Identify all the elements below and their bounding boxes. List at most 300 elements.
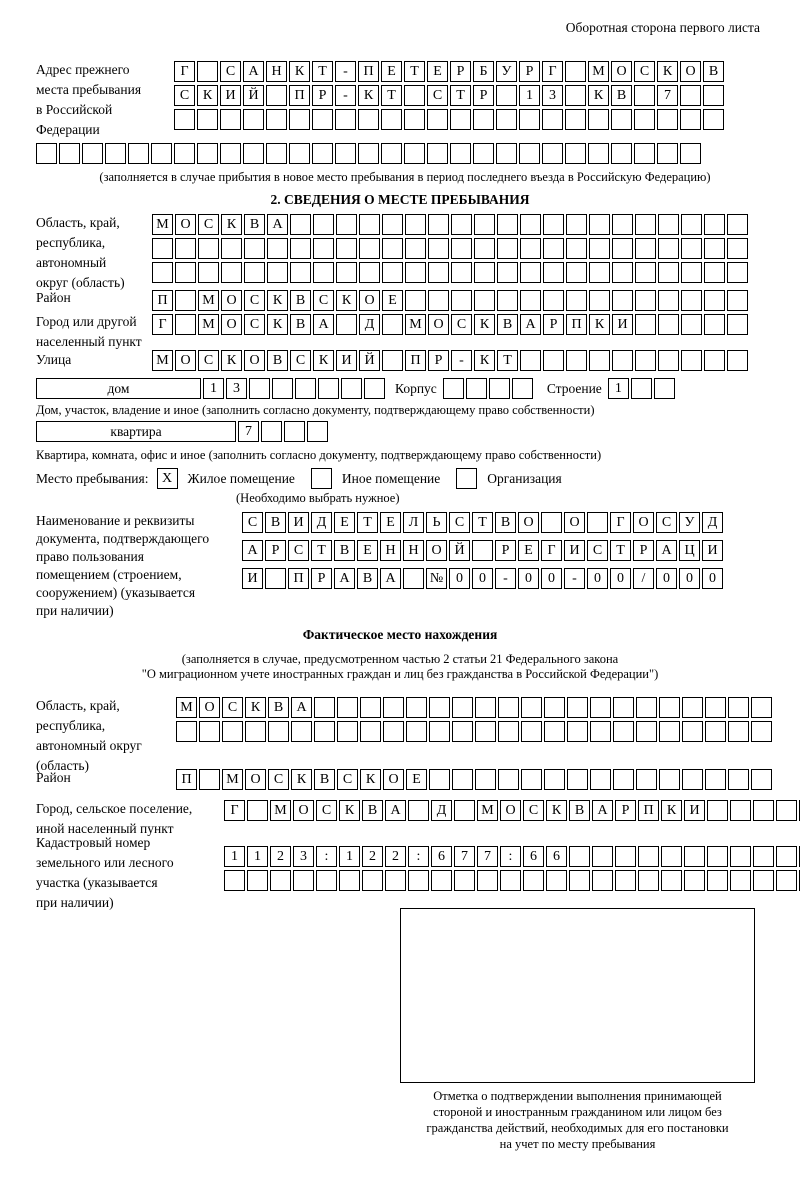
prev-address-cell[interactable] [197,109,218,130]
prev-address-cell[interactable]: П [289,85,310,106]
doc-cell[interactable]: А [334,568,355,589]
cadastral-cell[interactable] [753,870,774,891]
actual-region-cell[interactable] [613,721,634,742]
region-cell[interactable] [566,262,587,283]
actual-region-cell[interactable] [383,721,404,742]
region-cell[interactable] [520,214,541,235]
region-cell[interactable] [221,238,242,259]
prev-address-cell[interactable] [611,109,632,130]
actual-region-cell[interactable] [452,721,473,742]
doc-cell[interactable]: Д [311,512,332,533]
actual-region-cell[interactable] [452,697,473,718]
actual-district-cell[interactable] [682,769,703,790]
prev-address-cell[interactable]: В [703,61,724,82]
actual-region-cell[interactable] [199,721,220,742]
district-cell[interactable] [612,290,633,311]
doc-cell[interactable]: Н [380,540,401,561]
prev-address-cell[interactable] [358,109,379,130]
region-cell[interactable] [267,262,288,283]
prev-address-cell[interactable]: Р [519,61,540,82]
street-cell[interactable]: К [313,350,334,371]
actual-city-cell[interactable] [247,800,268,821]
region-cell[interactable] [405,214,426,235]
actual-city-cell[interactable]: Д [431,800,452,821]
actual-region-cell[interactable] [498,697,519,718]
district-cell[interactable] [589,290,610,311]
prev-address-cell[interactable] [634,143,655,164]
cadastral-cell[interactable]: 2 [385,846,406,867]
actual-city-cell[interactable]: М [270,800,291,821]
prev-address-cell[interactable] [496,109,517,130]
doc-cell[interactable]: И [242,568,263,589]
region-cell[interactable] [290,214,311,235]
region-cell[interactable] [290,262,311,283]
actual-region-cell[interactable]: С [222,697,243,718]
house-cell[interactable]: 3 [226,378,247,399]
doc-cell[interactable]: С [656,512,677,533]
street-cell[interactable] [382,350,403,371]
actual-region-cell[interactable] [429,697,450,718]
cadastral-cell[interactable] [684,870,705,891]
prev-address-cell[interactable]: П [358,61,379,82]
doc-cell[interactable]: Г [541,540,562,561]
district-cell[interactable]: С [313,290,334,311]
cadastral-cell[interactable] [293,870,314,891]
city-cell[interactable] [727,314,748,335]
actual-region-cell[interactable] [429,721,450,742]
region-cell[interactable] [543,214,564,235]
prev-address-cell[interactable] [59,143,80,164]
actual-city-cell[interactable]: Р [615,800,636,821]
doc-cell[interactable]: А [242,540,263,561]
actual-district-cell[interactable] [199,769,220,790]
prev-address-cell[interactable] [220,109,241,130]
cadastral-cell[interactable] [615,846,636,867]
prev-address-cell[interactable]: Г [174,61,195,82]
actual-district-cell[interactable] [728,769,749,790]
actual-region-cell[interactable] [360,697,381,718]
flat-cell[interactable] [307,421,328,442]
prev-address-cell[interactable] [496,143,517,164]
actual-region-cell[interactable] [245,721,266,742]
cadastral-cell[interactable] [707,846,728,867]
doc-cell[interactable] [403,568,424,589]
cadastral-cell[interactable] [592,870,613,891]
actual-city-cell[interactable]: А [385,800,406,821]
prev-address-cell[interactable] [565,61,586,82]
doc-cell[interactable]: В [265,512,286,533]
district-cell[interactable] [451,290,472,311]
region-cell[interactable] [497,214,518,235]
cadastral-cell[interactable] [224,870,245,891]
street-cell[interactable]: О [175,350,196,371]
cadastral-cell[interactable] [707,870,728,891]
street-cell[interactable]: П [405,350,426,371]
prev-address-cell[interactable]: К [289,61,310,82]
actual-district-cell[interactable] [705,769,726,790]
cadastral-cell[interactable] [270,870,291,891]
prev-address-cell[interactable] [289,109,310,130]
actual-region-cell[interactable] [544,697,565,718]
city-cell[interactable] [681,314,702,335]
actual-region-cell[interactable] [521,721,542,742]
actual-district-cell[interactable] [636,769,657,790]
actual-city-cell[interactable]: О [500,800,521,821]
region-cell[interactable] [359,214,380,235]
prev-address-cell[interactable] [565,109,586,130]
cadastral-cell[interactable] [776,846,797,867]
actual-region-cell[interactable] [383,697,404,718]
city-cell[interactable]: Р [543,314,564,335]
cadastral-cell[interactable] [546,870,567,891]
region-cell[interactable] [543,238,564,259]
prev-address-cell[interactable]: К [197,85,218,106]
doc-cell[interactable]: / [633,568,654,589]
prev-address-cell[interactable] [565,85,586,106]
prev-address-cell[interactable]: Г [542,61,563,82]
actual-region-cell[interactable] [728,697,749,718]
doc-cell[interactable]: 0 [656,568,677,589]
prev-address-cell[interactable] [243,109,264,130]
doc-cell[interactable]: Р [311,568,332,589]
cadastral-cell[interactable]: : [408,846,429,867]
region-cell[interactable] [313,214,334,235]
actual-city-cell[interactable]: С [316,800,337,821]
city-cell[interactable]: Г [152,314,173,335]
cadastral-cell[interactable]: 1 [224,846,245,867]
prev-address-cell[interactable] [335,143,356,164]
doc-cell[interactable]: № [426,568,447,589]
region-cell[interactable] [520,262,541,283]
region-cell[interactable] [405,262,426,283]
district-cell[interactable] [681,290,702,311]
region-cell[interactable] [635,238,656,259]
actual-region-cell[interactable] [337,721,358,742]
region-cell[interactable]: О [175,214,196,235]
doc-cell[interactable]: - [564,568,585,589]
region-cell[interactable] [681,262,702,283]
prev-address-cell[interactable]: - [335,61,356,82]
doc-cell[interactable]: С [587,540,608,561]
region-cell[interactable] [152,238,173,259]
actual-city-cell[interactable]: П [638,800,659,821]
region-cell[interactable] [474,262,495,283]
doc-cell[interactable]: А [380,568,401,589]
actual-district-cell[interactable]: К [360,769,381,790]
region-cell[interactable] [612,238,633,259]
cadastral-cell[interactable] [569,870,590,891]
actual-district-cell[interactable] [659,769,680,790]
actual-city-cell[interactable] [730,800,751,821]
city-cell[interactable]: С [451,314,472,335]
cadastral-cell[interactable]: 6 [523,846,544,867]
street-cell[interactable] [589,350,610,371]
cadastral-cell[interactable]: 2 [362,846,383,867]
cadastral-cell[interactable] [661,870,682,891]
city-cell[interactable]: И [612,314,633,335]
stamp-box[interactable] [400,908,755,1083]
house-cell[interactable] [272,378,293,399]
prev-address-cell[interactable] [220,143,241,164]
prev-address-cell[interactable] [381,109,402,130]
prev-address-cell[interactable]: С [174,85,195,106]
doc-cell[interactable]: - [495,568,516,589]
doc-cell[interactable]: 0 [610,568,631,589]
region-cell[interactable] [451,214,472,235]
actual-city-cell[interactable]: М [477,800,498,821]
prev-address-cell[interactable] [174,143,195,164]
region-cell[interactable] [658,262,679,283]
prev-address-cell[interactable] [404,143,425,164]
house-cell[interactable] [295,378,316,399]
district-cell[interactable] [635,290,656,311]
actual-region-cell[interactable] [567,721,588,742]
prev-address-cell[interactable] [312,143,333,164]
district-cell[interactable]: В [290,290,311,311]
actual-city-cell[interactable]: В [569,800,590,821]
prev-address-cell[interactable]: К [358,85,379,106]
actual-district-cell[interactable] [567,769,588,790]
actual-region-cell[interactable] [475,697,496,718]
doc-cell[interactable]: Г [610,512,631,533]
cadastral-cell[interactable]: 7 [454,846,475,867]
cadastral-cell[interactable] [385,870,406,891]
region-cell[interactable] [382,238,403,259]
street-cell[interactable] [727,350,748,371]
region-cell[interactable]: С [198,214,219,235]
street-cell[interactable]: Й [359,350,380,371]
district-cell[interactable]: П [152,290,173,311]
region-cell[interactable] [612,214,633,235]
prev-address-cell[interactable]: К [588,85,609,106]
region-cell[interactable] [704,262,725,283]
doc-cell[interactable]: Ц [679,540,700,561]
actual-region-cell[interactable] [475,721,496,742]
prev-address-cell[interactable] [450,109,471,130]
doc-cell[interactable]: Д [702,512,723,533]
cadastral-cell[interactable] [523,870,544,891]
street-cell[interactable]: С [198,350,219,371]
cadastral-cell[interactable] [684,846,705,867]
street-cell[interactable] [566,350,587,371]
doc-cell[interactable]: Р [265,540,286,561]
actual-region-cell[interactable] [498,721,519,742]
prev-address-cell[interactable] [381,143,402,164]
prev-address-cell[interactable] [588,109,609,130]
doc-cell[interactable]: Н [403,540,424,561]
prev-address-cell[interactable]: 7 [657,85,678,106]
actual-district-cell[interactable]: Е [406,769,427,790]
doc-cell[interactable]: 0 [679,568,700,589]
prev-address-cell[interactable] [312,109,333,130]
prev-address-cell[interactable] [151,143,172,164]
city-cell[interactable]: К [589,314,610,335]
actual-city-cell[interactable]: К [661,800,682,821]
district-cell[interactable] [566,290,587,311]
prev-address-cell[interactable] [404,85,425,106]
city-cell[interactable] [635,314,656,335]
district-cell[interactable] [175,290,196,311]
actual-city-cell[interactable]: К [339,800,360,821]
actual-region-cell[interactable] [613,697,634,718]
region-cell[interactable] [152,262,173,283]
actual-district-cell[interactable]: К [291,769,312,790]
district-cell[interactable]: О [359,290,380,311]
city-cell[interactable]: В [290,314,311,335]
cadastral-cell[interactable] [454,870,475,891]
city-cell[interactable] [704,314,725,335]
doc-cell[interactable]: Л [403,512,424,533]
prev-address-cell[interactable]: 3 [542,85,563,106]
doc-cell[interactable]: 0 [472,568,493,589]
doc-cell[interactable]: Т [357,512,378,533]
prev-address-cell[interactable] [243,143,264,164]
prev-address-cell[interactable] [105,143,126,164]
prev-address-cell[interactable] [519,143,540,164]
prev-address-cell[interactable]: Т [381,85,402,106]
prev-address-cell[interactable] [565,143,586,164]
actual-district-cell[interactable]: С [268,769,289,790]
prev-address-cell[interactable]: О [680,61,701,82]
city-cell[interactable]: О [428,314,449,335]
street-cell[interactable]: В [267,350,288,371]
prev-address-cell[interactable]: О [611,61,632,82]
actual-district-cell[interactable] [498,769,519,790]
region-cell[interactable] [382,214,403,235]
region-cell[interactable] [727,262,748,283]
stroenie-cell[interactable] [631,378,652,399]
street-cell[interactable]: И [336,350,357,371]
region-cell[interactable] [175,238,196,259]
actual-district-cell[interactable] [613,769,634,790]
actual-region-cell[interactable]: К [245,697,266,718]
region-cell[interactable] [543,262,564,283]
actual-city-cell[interactable] [753,800,774,821]
region-cell[interactable] [566,238,587,259]
street-cell[interactable]: - [451,350,472,371]
region-cell[interactable] [635,214,656,235]
actual-district-cell[interactable]: О [245,769,266,790]
street-cell[interactable]: К [221,350,242,371]
region-cell[interactable] [612,262,633,283]
doc-cell[interactable]: 0 [541,568,562,589]
prev-address-cell[interactable] [36,143,57,164]
city-cell[interactable]: К [267,314,288,335]
cadastral-cell[interactable]: : [500,846,521,867]
doc-cell[interactable] [587,512,608,533]
region-cell[interactable] [727,238,748,259]
flat-cell[interactable] [261,421,282,442]
actual-district-cell[interactable]: М [222,769,243,790]
region-cell[interactable] [428,238,449,259]
city-cell[interactable] [382,314,403,335]
district-cell[interactable] [428,290,449,311]
doc-cell[interactable] [472,540,493,561]
cadastral-cell[interactable] [638,846,659,867]
region-cell[interactable] [359,262,380,283]
city-cell[interactable] [175,314,196,335]
city-cell[interactable]: М [405,314,426,335]
prev-address-cell[interactable] [266,85,287,106]
region-cell[interactable] [704,238,725,259]
prev-address-cell[interactable]: С [220,61,241,82]
doc-cell[interactable]: Е [334,512,355,533]
prev-address-cell[interactable] [542,143,563,164]
doc-cell[interactable] [541,512,562,533]
house-cell[interactable] [364,378,385,399]
region-cell[interactable] [497,238,518,259]
prev-address-cell[interactable] [197,143,218,164]
doc-cell[interactable]: С [449,512,470,533]
prev-address-cell[interactable] [335,109,356,130]
region-cell[interactable] [198,262,219,283]
actual-city-cell[interactable]: В [362,800,383,821]
prev-address-cell[interactable] [266,143,287,164]
prev-address-cell[interactable]: Б [473,61,494,82]
doc-cell[interactable]: С [288,540,309,561]
actual-region-cell[interactable]: М [176,697,197,718]
doc-cell[interactable]: И [564,540,585,561]
actual-region-cell[interactable] [337,697,358,718]
prev-address-cell[interactable]: Т [312,61,333,82]
street-cell[interactable]: К [474,350,495,371]
region-cell[interactable]: М [152,214,173,235]
actual-district-cell[interactable] [521,769,542,790]
doc-cell[interactable]: О [518,512,539,533]
district-cell[interactable]: К [336,290,357,311]
actual-region-cell[interactable] [728,721,749,742]
cadastral-cell[interactable]: 2 [270,846,291,867]
district-cell[interactable]: М [198,290,219,311]
city-cell[interactable]: В [497,314,518,335]
korpus-cell[interactable] [512,378,533,399]
district-cell[interactable] [497,290,518,311]
city-cell[interactable]: С [244,314,265,335]
actual-district-cell[interactable] [475,769,496,790]
region-cell[interactable] [520,238,541,259]
region-cell[interactable] [658,238,679,259]
actual-district-cell[interactable]: П [176,769,197,790]
flat-cell[interactable] [284,421,305,442]
doc-cell[interactable]: Е [357,540,378,561]
doc-cell[interactable]: Р [495,540,516,561]
doc-cell[interactable]: Т [472,512,493,533]
region-cell[interactable] [658,214,679,235]
prev-address-cell[interactable]: С [427,85,448,106]
prev-address-cell[interactable] [588,143,609,164]
doc-cell[interactable]: А [656,540,677,561]
house-cell[interactable] [249,378,270,399]
prev-address-cell[interactable]: - [335,85,356,106]
region-cell[interactable] [474,238,495,259]
actual-district-cell[interactable]: В [314,769,335,790]
actual-city-cell[interactable]: И [684,800,705,821]
doc-cell[interactable]: С [242,512,263,533]
doc-cell[interactable]: 0 [518,568,539,589]
stroenie-cell[interactable] [654,378,675,399]
actual-region-cell[interactable] [406,697,427,718]
actual-region-cell[interactable] [406,721,427,742]
actual-district-cell[interactable] [429,769,450,790]
prev-address-cell[interactable]: Е [427,61,448,82]
prev-address-cell[interactable] [542,109,563,130]
checkbox-inoe[interactable] [311,468,332,489]
region-cell[interactable] [382,262,403,283]
city-cell[interactable]: М [198,314,219,335]
cadastral-cell[interactable]: 1 [339,846,360,867]
doc-cell[interactable]: И [288,512,309,533]
region-cell[interactable] [589,238,610,259]
